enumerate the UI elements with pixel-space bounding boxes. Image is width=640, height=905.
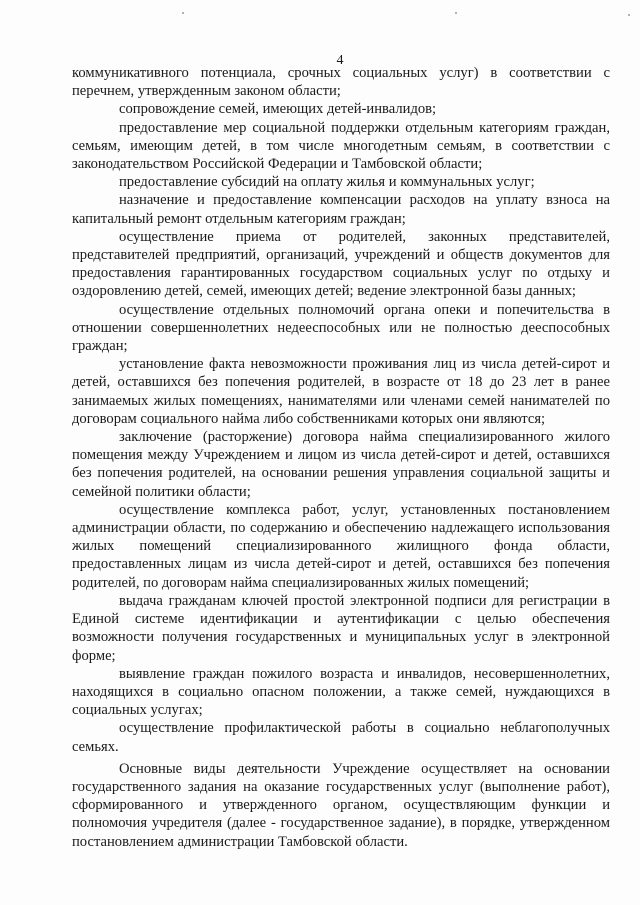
scan-speck — [628, 14, 630, 16]
paragraph-list-item: назначение и предоставление компенсации расходов на уплату взноса на капитальный ремонт отдельным категориям граждан; — [72, 192, 610, 227]
paragraph-list-item: сопровождение семей, имеющих детей-инвалидов; — [119, 101, 437, 118]
scan-speck — [455, 12, 457, 14]
paragraph-list-item: осуществление профилактической работы в социально неблагополучных семьях. — [72, 720, 610, 755]
paragraph-list-item: осуществление отдельных полномочий органа опеки и попечительства в отношении совершеннолетних недееспособных или не полностью дееспособных граждан; — [72, 301, 610, 355]
paragraph-main-activities: Основные виды деятельности Учреждение осуществляет на основании государственного задания на оказание государственных услуг (выполнение работ), сформированного и утвержденного органом, осуществляющим функции и полномочия учредителя (далее - государственное задание), в порядке, утвержденном постановлением администрации Тамбовской области. — [72, 760, 610, 850]
paragraph-list-item: выдача гражданам ключей простой электронной подписи для регистрации в Единой системе идентификации и аутентификации с целью обеспечения возможности получения государственных и муниципальных услуг в электронной форме; — [72, 592, 610, 664]
paragraph-continuation: коммуникативного потенциала, срочных социальных услуг) в соответствии с перечнем, утвержденным законом области; — [72, 65, 610, 100]
scan-speck — [182, 12, 184, 14]
paragraph-list-item: выявление граждан пожилого возраста и инвалидов, несовершеннолетних, находящихся в социально опасном положении, а также семей, нуждающихся в социальных услугах; — [72, 665, 610, 719]
page-number: 4 — [336, 53, 344, 68]
paragraph-list-item: предоставление мер социальной поддержки отдельным категориям граждан, семьям, имеющим детей, в том числе многодетным семьям, в соответствии с законодательством Российской Федерации и Тамбовской области; — [72, 119, 610, 173]
paragraph-list-item: осуществление приема от родителей, законных представителей, представителей предприятий, организаций, учреждений и обществ документов для предоставления гарантированных государством социальных услуг по отдыху и оздоровлению детей, семей, имеющих детей; ведение электронной базы данных; — [72, 228, 610, 300]
paragraph-list-item: осуществление комплекса работ, услуг, установленных постановлением администрации области, по содержанию и обеспечению надлежащего использования жилых помещений специализированного жилищного фонда области, предоставленных лицам из числа детей-сирот и детей, оставшихся без попечения родителей, по договорам найма специализированных жилых помещений; — [72, 501, 610, 591]
paragraph-list-item: заключение (расторжение) договора найма специализированного жилого помещения между Учреждением и лицом из числа детей-сирот и детей, оставшихся без попечения родителей, на основании решения управления социальной защиты и семейной политики области; — [72, 429, 610, 500]
paragraph-list-item: установление факта невозможности проживания лиц из числа детей-сирот и детей, оставшихся без попечения родителей, в возрасте от 18 до 23 лет в ранее занимаемых жилых помещениях, нанимателями или членами семей нанимателей по договорам социального найма либо собственниками которых они являются; — [72, 356, 610, 427]
document-body — [72, 64, 610, 851]
paragraph-list-item: предоставление субсидий на оплату жилья и коммунальных услуг; — [119, 174, 535, 191]
